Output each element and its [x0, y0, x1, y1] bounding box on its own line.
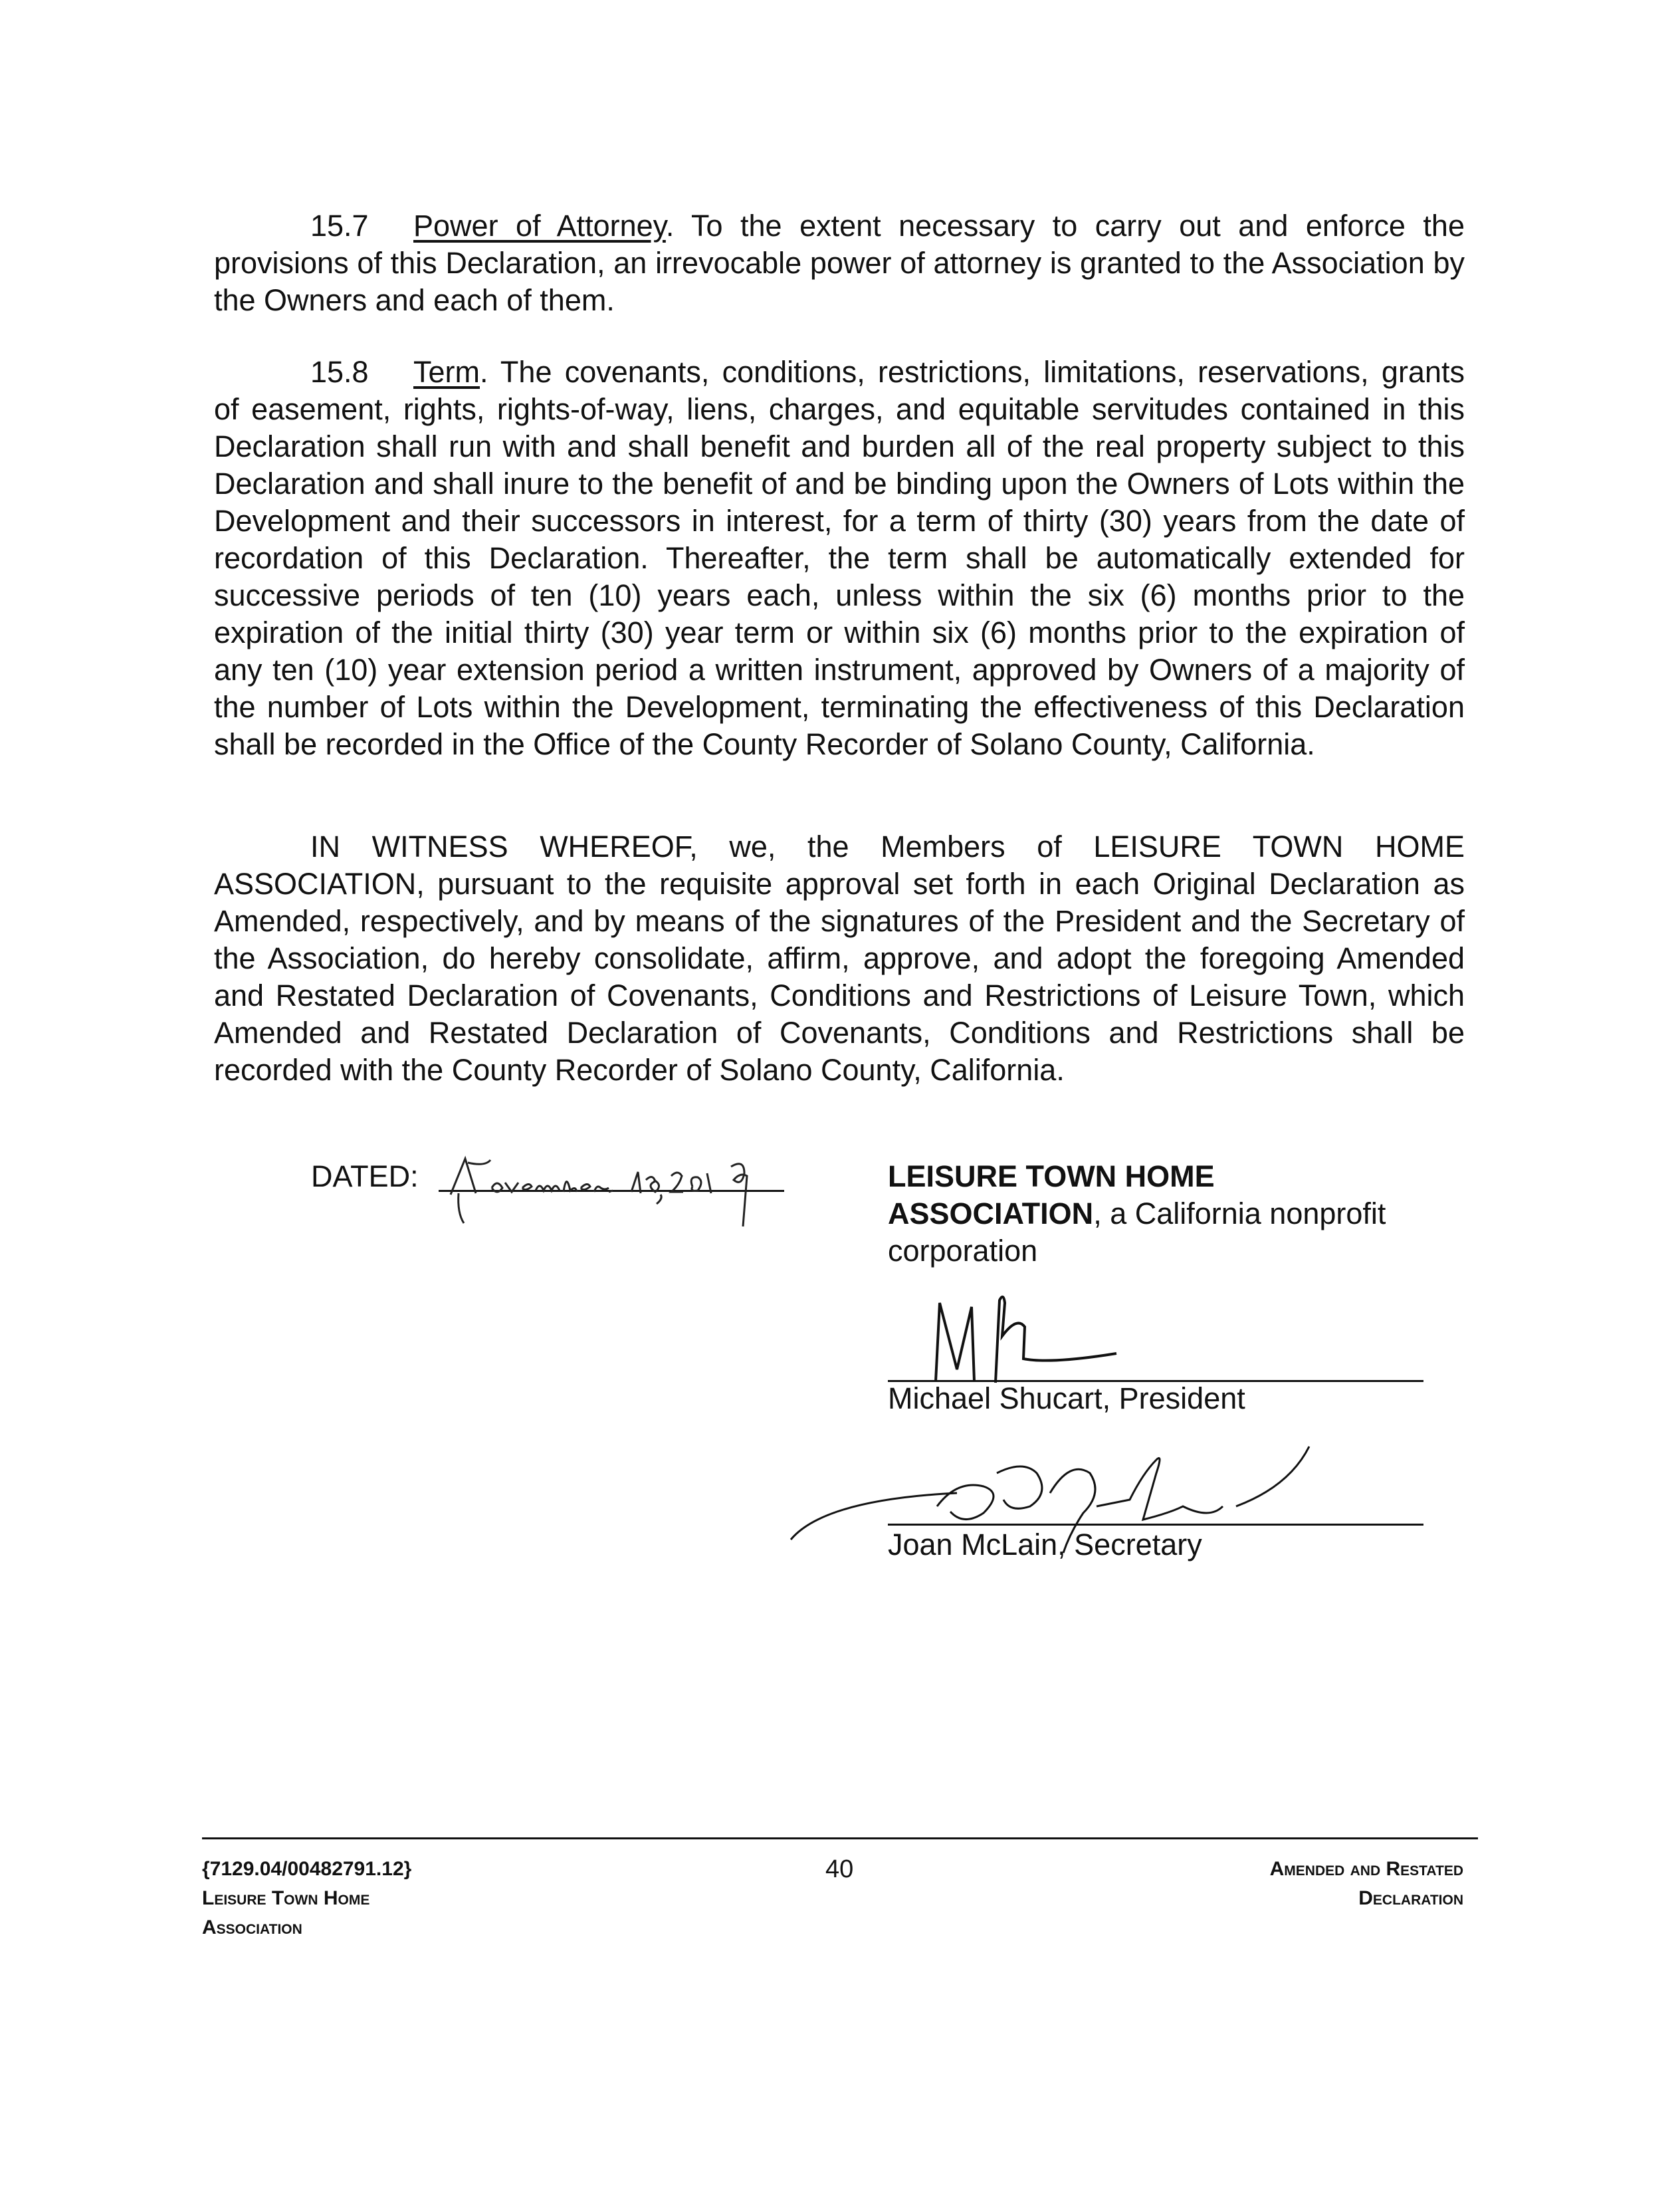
footer-rule — [202, 1837, 1478, 1839]
footer-doc-id: {7129.04/00482791.12} — [202, 1858, 412, 1880]
association-block — [888, 1158, 1486, 1270]
footer-right-line1: Amended and Restated — [1269, 1858, 1463, 1880]
president-signature — [917, 1290, 1156, 1386]
footer-left-line2: Leisure Town Home — [202, 1887, 370, 1909]
footer-left — [202, 1855, 411, 1942]
page-number: 40 — [825, 1855, 854, 1883]
footer-left-line3: Association — [202, 1916, 302, 1938]
secretary-signature-line — [888, 1524, 1423, 1526]
witness-paragraph — [214, 828, 1465, 1089]
section-15-7 — [214, 207, 1465, 319]
association-descriptor: , a California nonprofit corporation — [888, 1197, 1386, 1268]
section-15-8 — [214, 354, 1465, 763]
association-name-line2: ASSOCIATION — [888, 1197, 1094, 1230]
secretary-name: Joan McLain, Secretary — [888, 1528, 1202, 1561]
dated-label: DATED: — [311, 1159, 419, 1193]
section-15-7-number: 15.7 — [310, 209, 369, 243]
footer-right — [1270, 1855, 1463, 1913]
section-15-8-body: . The covenants, conditions, restrictions, limitations, reservations, grants of easement, rights, rights-of-way, liens, charges, and equitable servitudes contained in this Declaration shall run with and shall benefit and burden all of the real property subject to this Declaration and shall inure to the benefit of and be binding upon the Owners of Lots within the Development and their successors in interest, for a term of thirty (30) years from the date of recordation of this Declaration. Thereafter, the term shall be automatically extended for successive periods of ten (10) years each, unless within the six (6) months prior to the expiration of the initial thirty (30) year term or within six (6) months prior to the expiration of any ten (10) year extension period a written instrument, approved by Owners of a majority of the number of Lots within the Development, terminating the effectiveness of this Declaration shall be recorded in the Office of the County Recorder of Solano County, California. — [214, 355, 1465, 761]
president-name: Michael Shucart, President — [888, 1381, 1245, 1415]
association-name-line1: LEISURE TOWN HOME — [888, 1159, 1215, 1193]
section-15-7-body: . To the extent necessary to carry out and enforce the provisions of this Declaration, an irrevocable power of attorney is granted to the Association by the Owners and each of them. — [214, 209, 1465, 317]
witness-body: IN WITNESS WHEREOF, we, the Members of LEISURE TOWN HOME ASSOCIATION, pursuant to the requisite approval set forth in each Original Declaration as Amended, respectively, and by means of the signatures of the President and the Secretary of the Association, do hereby consolidate, affirm, approve, and adopt the foregoing Amended and Restated Declaration of Covenants, Conditions and Restrictions of Leisure Town, which Amended and Restated Declaration of Covenants, Conditions and Restrictions shall be recorded with the County Recorder of Solano County, California. — [214, 830, 1465, 1087]
footer-right-line2: Declaration — [1358, 1887, 1463, 1909]
section-15-8-number: 15.8 — [310, 355, 369, 389]
handwritten-date — [439, 1153, 837, 1233]
section-15-8-heading: Term — [413, 355, 480, 389]
section-15-7-heading: Power of Attorney — [413, 209, 666, 243]
